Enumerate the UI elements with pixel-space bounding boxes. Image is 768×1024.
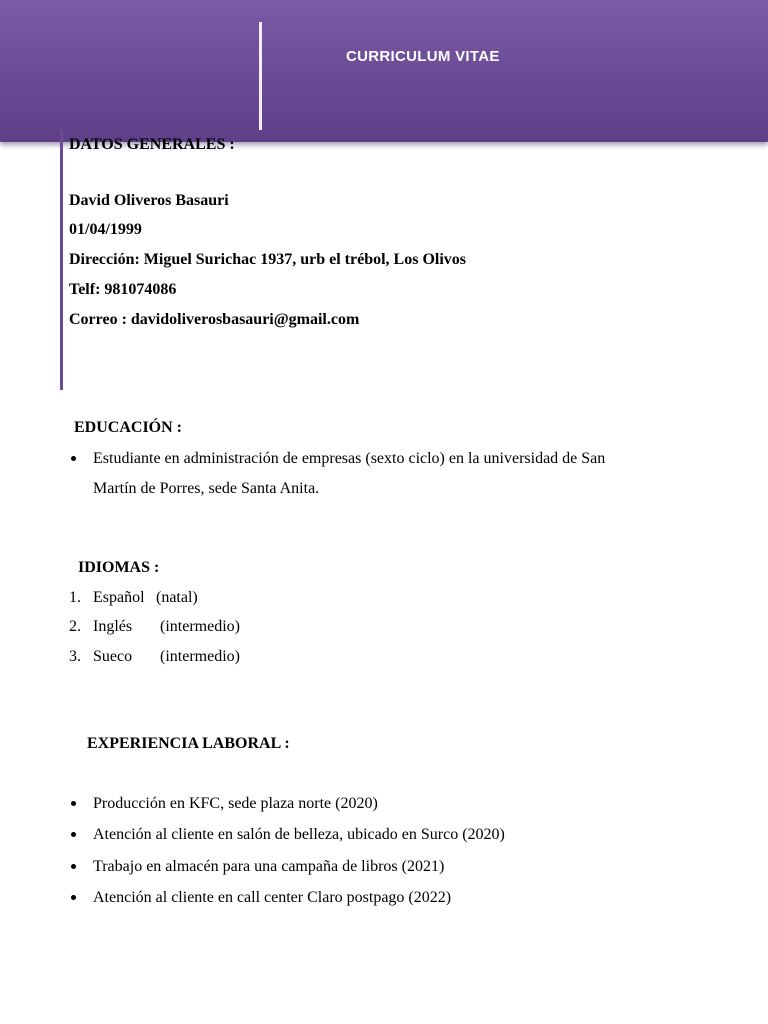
general-phone: Telf: 981074086	[69, 281, 177, 298]
general-email: Correo : davidoliverosbasauri@gmail.com	[69, 311, 360, 328]
language-level: (intermedio)	[160, 648, 240, 665]
experience-heading: EXPERIENCIA LABORAL :	[87, 735, 290, 752]
general-birthdate: 01/04/1999	[69, 221, 142, 238]
left-accent-rule	[60, 130, 63, 390]
language-number: 1.	[69, 589, 81, 606]
language-level: (intermedio)	[160, 618, 240, 635]
bullet-icon	[71, 456, 76, 461]
language-name: Sueco	[93, 648, 133, 665]
language-level: (natal)	[156, 589, 198, 606]
bullet-icon	[71, 801, 76, 806]
education-item-line1: Estudiante en administración de empresas (sexto ciclo) en la universidad de San	[93, 450, 606, 467]
language-name: Español	[93, 589, 145, 606]
header-band	[0, 0, 768, 142]
experience-item: Atención al cliente en salón de belleza, ubicado en Surco (2020)	[93, 826, 505, 843]
language-number: 2.	[69, 618, 81, 635]
experience-item: Producción en KFC, sede plaza norte (2020)	[93, 795, 378, 812]
bullet-icon	[71, 832, 76, 837]
experience-item: Atención al cliente en call center Claro postpago (2022)	[93, 889, 452, 906]
header-divider	[259, 22, 262, 130]
education-heading: EDUCACIÓN :	[74, 419, 182, 436]
bullet-icon	[71, 864, 76, 869]
general-address: Dirección: Miguel Surichac 1937, urb el trébol, Los Olivos	[69, 251, 467, 268]
page-title: CURRICULUM VITAE	[346, 48, 500, 65]
experience-item: Trabajo en almacén para una campaña de libros (2021)	[93, 858, 445, 875]
general-heading: DATOS GENERALES :	[69, 136, 235, 153]
language-name: Inglés	[93, 618, 133, 635]
languages-heading: IDIOMAS :	[78, 559, 160, 576]
education-item-line2: Martín de Porres, sede Santa Anita.	[93, 480, 320, 497]
general-name: David Oliveros Basauri	[69, 192, 229, 209]
bullet-icon	[71, 895, 76, 900]
language-number: 3.	[69, 648, 81, 665]
